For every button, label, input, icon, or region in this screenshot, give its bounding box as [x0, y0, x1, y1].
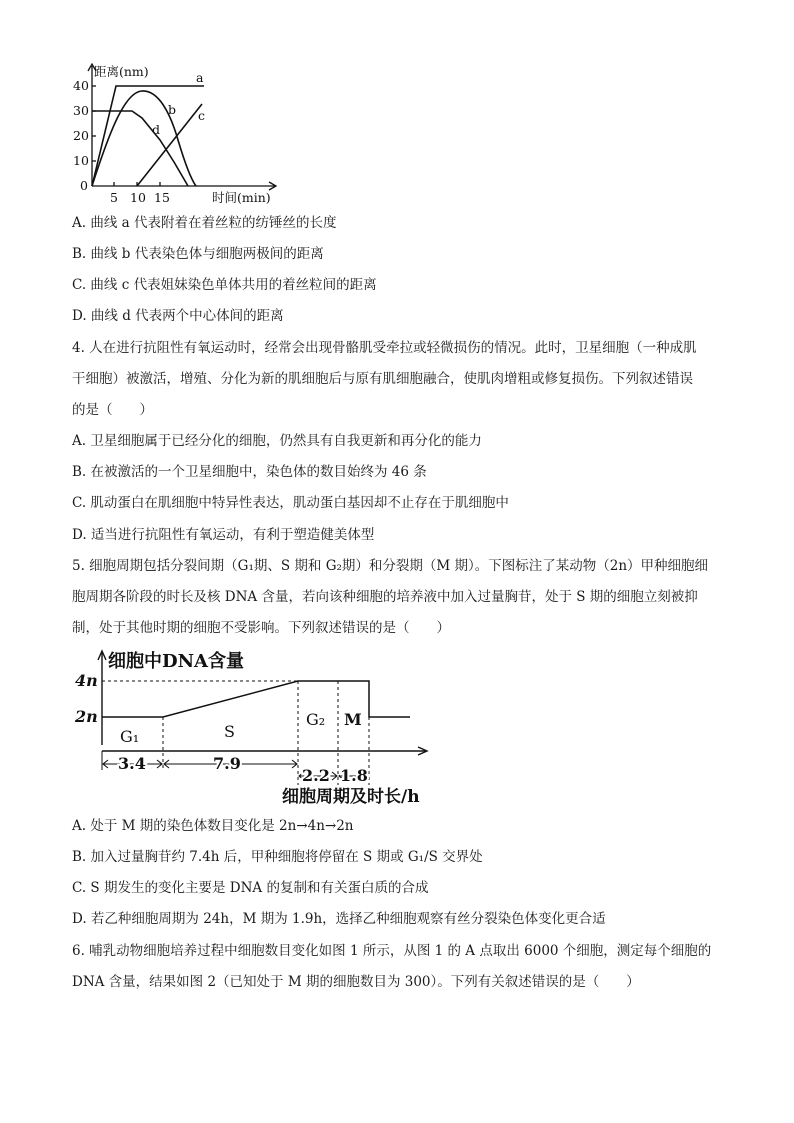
x-tick: 5 — [110, 190, 118, 205]
q3-option-a: A. 曲线 a 代表附着在着丝粒的纺锤丝的长度 — [72, 215, 337, 231]
duration-m: 1.8 — [340, 766, 368, 785]
y-tick: 40 — [73, 78, 89, 93]
y-tick: 20 — [73, 128, 89, 143]
q4-stem-line: 的是（ ） — [72, 402, 153, 418]
distance-time-figure — [70, 60, 290, 210]
x-axis-label: 时间(min) — [212, 190, 271, 205]
q5-option-c: C. S 期发生的变化主要是 DNA 的复制和有关蛋白质的合成 — [72, 880, 429, 896]
level-4n-label: 4n — [75, 671, 98, 690]
q4-stem-line: 干细胞）被激活，增殖、分化为新的肌细胞后与原有肌细胞融合，使肌肉增粗或修复损伤。下列叙述错误 — [72, 371, 693, 387]
q6-stem-line: DNA 含量，结果如图 2（已知处于 M 期的细胞数目为 300）。下列有关叙述错误的是（ ） — [72, 974, 640, 990]
duration-s: 7.9 — [213, 754, 241, 773]
curve-label-a: a — [196, 70, 204, 85]
duration-g1: 3.4 — [118, 754, 146, 773]
curve-label-b: b — [168, 102, 177, 117]
q5-stem-line: 制，处于其他时期的细胞不受影响。下列叙述错误的是（ ） — [72, 620, 450, 636]
duration-g2: 2.2 — [302, 766, 330, 785]
y-tick: 0 — [80, 178, 88, 193]
q6-stem-line: 6. 哺乳动物细胞培养过程中细胞数目变化如图 1 所示，从图 1 的 A 点取出 6000 个细胞，测定每个细胞的 — [72, 943, 712, 959]
phase-s-label: S — [224, 722, 235, 741]
cell-cycle-x-label: 细胞周期及时长/h — [282, 787, 420, 807]
phase-m-label: M — [344, 710, 362, 729]
q5-option-a: A. 处于 M 期的染色体数目变化是 2n→4n→2n — [72, 818, 354, 834]
q4-option-b: B. 在被激活的一个卫星细胞中，染色体的数目始终为 46 条 — [72, 464, 427, 480]
cell-cycle-figure — [70, 645, 450, 810]
phase-g2-label: G₂ — [306, 710, 326, 729]
q3-option-b: B. 曲线 b 代表染色体与细胞两极间的距离 — [72, 246, 324, 262]
phase-g1-label: G₁ — [120, 727, 140, 746]
x-tick: 10 — [130, 190, 146, 205]
q4-option-d: D. 适当进行抗阻性有氧运动，有利于塑造健美体型 — [72, 527, 375, 543]
curve-label-c: c — [198, 108, 206, 123]
dna-content-line — [102, 681, 410, 717]
q3-option-d: D. 曲线 d 代表两个中心体间的距离 — [72, 308, 284, 324]
q5-stem-line: 5. 细胞周期包括分裂间期（G₁期、S 期和 G₂期）和分裂期（M 期）。下图标注了某动物（2n）甲种细胞细 — [72, 558, 709, 574]
q4-stem-line: 4. 人在进行抗阻性有氧运动时，经常会出现骨骼肌受牵拉或轻微损伤的情况。此时，卫星细胞（一种成肌 — [72, 340, 697, 356]
curve-d — [92, 111, 188, 186]
q5-stem-line: 胞周期各阶段的时长及核 DNA 含量，若向该种细胞的培养液中加入过量胸苷，处于 S 期的细胞立刻被抑 — [72, 589, 698, 605]
dna-axis-label: 细胞中DNA含量 — [108, 651, 245, 672]
y-tick: 30 — [73, 103, 89, 118]
q5-option-d: D. 若乙种细胞周期为 24h，M 期为 1.9h，选择乙种细胞观察有丝分裂染色体变化更合适 — [72, 911, 606, 927]
q3-option-c: C. 曲线 c 代表姐妹染色单体共用的着丝粒间的距离 — [72, 277, 377, 293]
curve-label-d: d — [152, 122, 161, 137]
q4-option-a: A. 卫星细胞属于已经分化的细胞，仍然具有自我更新和再分化的能力 — [72, 433, 482, 449]
q5-option-b: B. 加入过量胸苷约 7.4h 后，甲种细胞将停留在 S 期或 G₁/S 交界处 — [72, 849, 483, 865]
y-axis-label: 距离(nm) — [94, 64, 149, 79]
y-tick: 10 — [73, 153, 89, 168]
x-tick: 15 — [154, 190, 170, 205]
q4-option-c: C. 肌动蛋白在肌细胞中特异性表达，肌动蛋白基因却不止存在于肌细胞中 — [72, 495, 509, 511]
level-2n-label: 2n — [75, 707, 98, 726]
